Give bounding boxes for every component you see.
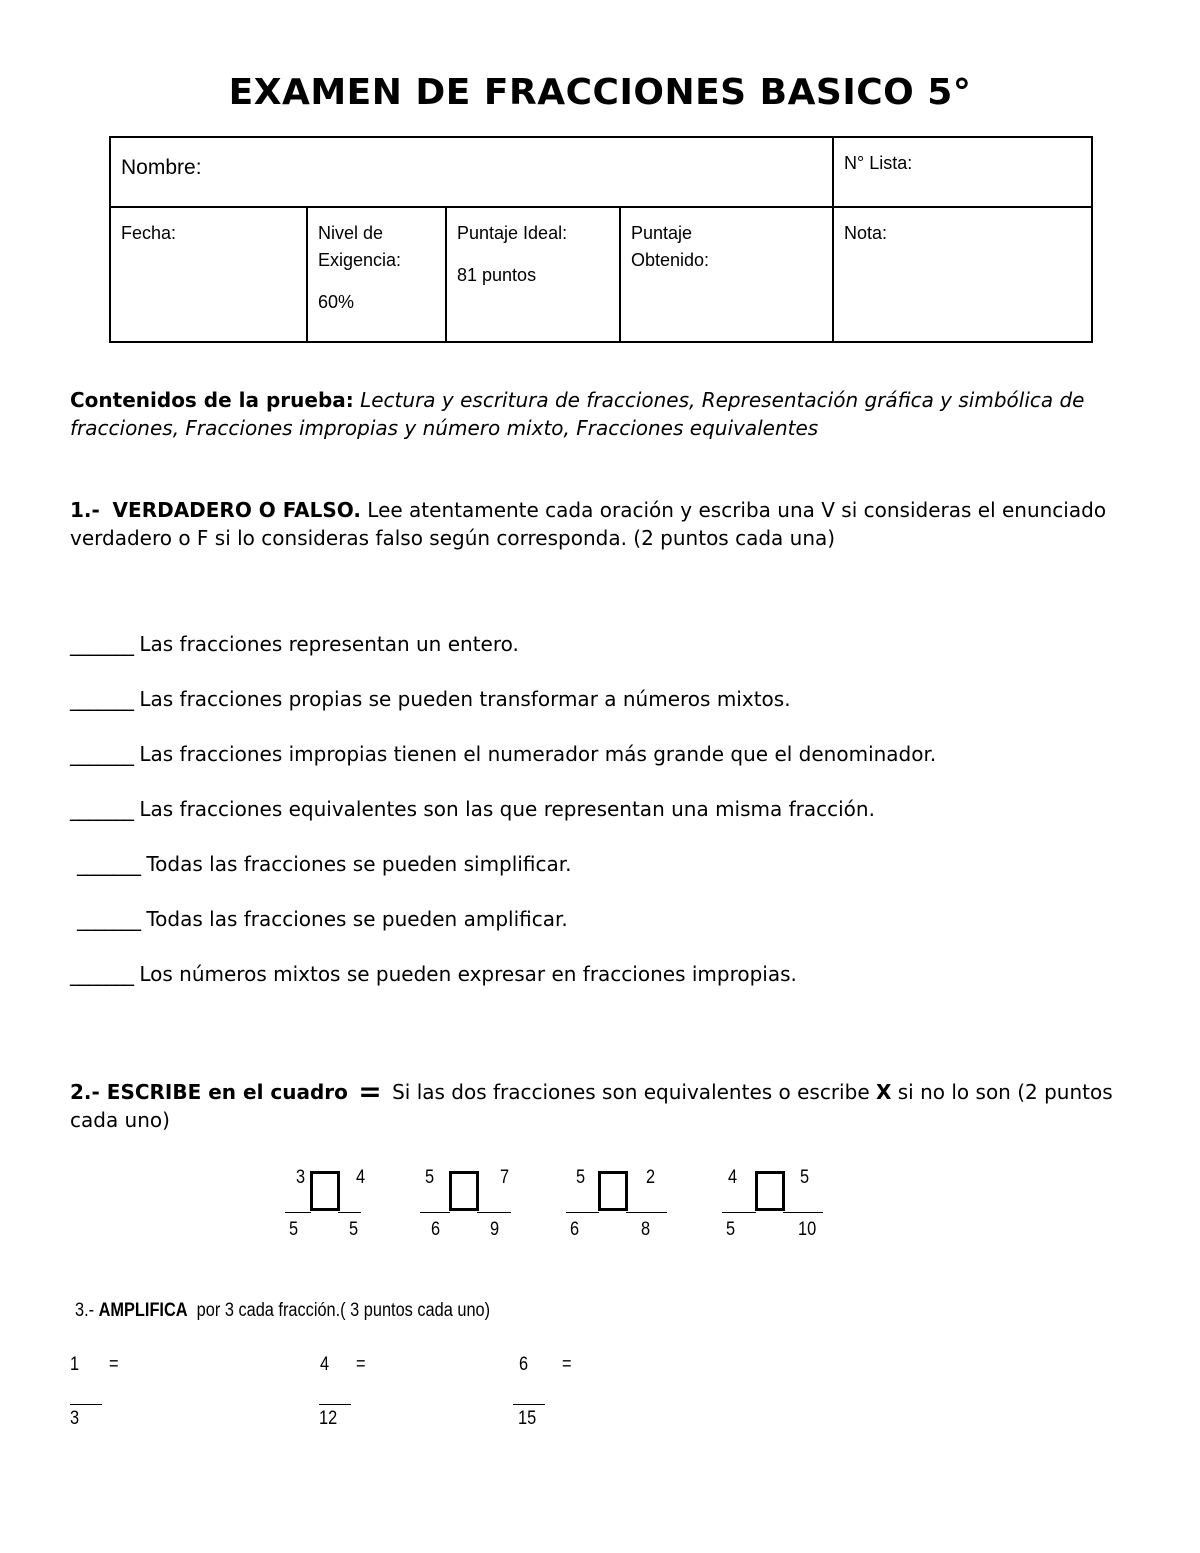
requirement-level-label-2: Exigencia: bbox=[318, 250, 402, 270]
numerator: 4 bbox=[320, 1354, 330, 1375]
section1-header bbox=[70, 496, 1150, 552]
left-denominator: 5 bbox=[726, 1219, 736, 1240]
fraction-bar bbox=[513, 1404, 545, 1405]
right-denominator: 9 bbox=[490, 1219, 500, 1240]
right-numerator: 7 bbox=[500, 1167, 510, 1188]
numerator: 6 bbox=[519, 1354, 529, 1375]
left-numerator: 4 bbox=[728, 1167, 738, 1188]
left-denominator: 5 bbox=[289, 1219, 299, 1240]
right-fraction-bar bbox=[626, 1212, 667, 1213]
answer-box[interactable] bbox=[310, 1171, 340, 1211]
statement-text: Las fracciones propias se pueden transformar a números mixtos. bbox=[139, 687, 791, 711]
ideal-score-value: 81 puntos bbox=[457, 265, 537, 285]
right-denominator: 10 bbox=[798, 1219, 817, 1240]
student-info-table bbox=[109, 136, 1093, 343]
section3-header bbox=[75, 1300, 490, 1322]
answer-blank[interactable]: _______ bbox=[77, 852, 140, 876]
statement-text: Las fracciones impropias tienen el numerador más grande que el denominador. bbox=[139, 742, 937, 766]
fraction-comparison bbox=[420, 1165, 515, 1245]
numerator: 1 bbox=[70, 1354, 80, 1375]
answer-box[interactable] bbox=[755, 1171, 785, 1211]
answer-blank[interactable]: _______ bbox=[70, 632, 133, 656]
fraction-comparison bbox=[722, 1165, 827, 1245]
statement-text: Las fracciones representan un entero. bbox=[139, 632, 519, 656]
denominator: 3 bbox=[70, 1408, 80, 1429]
obtained-score-label-1: Puntaje bbox=[631, 223, 693, 243]
true-false-item bbox=[70, 687, 791, 711]
true-false-item bbox=[77, 907, 568, 931]
grade-field[interactable] bbox=[833, 207, 1092, 342]
left-numerator: 5 bbox=[576, 1167, 586, 1188]
obtained-score-label-2: Obtenido: bbox=[631, 250, 710, 270]
requirement-level-value: 60% bbox=[318, 292, 355, 312]
section1-instructions: Lee atentamente cada oración y escriba una V si consideras el enunciado verdadero o F si lo consideras falso según corresponda. (2 puntos cada una) bbox=[70, 498, 1107, 550]
fraction-bar bbox=[319, 1404, 351, 1405]
answer-box[interactable] bbox=[598, 1171, 628, 1211]
date-label: Fecha: bbox=[121, 223, 177, 243]
right-numerator: 5 bbox=[800, 1167, 810, 1188]
true-false-item bbox=[70, 797, 875, 821]
section1-number: 1.- bbox=[70, 498, 100, 522]
x-symbol: X bbox=[875, 1080, 892, 1104]
statement-text: Las fracciones equivalentes son las que representan una misma fracción. bbox=[139, 797, 875, 821]
left-numerator: 3 bbox=[296, 1167, 306, 1188]
true-false-item bbox=[70, 742, 936, 766]
true-false-item bbox=[70, 632, 519, 656]
true-false-item bbox=[70, 962, 797, 986]
section2-header bbox=[70, 1075, 1150, 1134]
left-denominator: 6 bbox=[431, 1219, 441, 1240]
answer-box[interactable] bbox=[449, 1171, 479, 1211]
right-numerator: 4 bbox=[356, 1167, 366, 1188]
equals-sign: = bbox=[562, 1354, 572, 1375]
denominator: 12 bbox=[319, 1408, 338, 1429]
requirement-level-cell bbox=[307, 207, 446, 342]
section2-text-1: Si las dos fracciones son equivalentes o escribe bbox=[392, 1080, 870, 1104]
right-fraction-bar bbox=[338, 1212, 361, 1213]
equals-sign: = bbox=[356, 1354, 366, 1375]
fraction-comparison bbox=[285, 1165, 365, 1245]
section2-text-2: si no lo son (2 puntos cada uno) bbox=[70, 1080, 1113, 1132]
statement-text: Todas las fracciones se pueden amplificar. bbox=[146, 907, 568, 931]
answer-blank[interactable]: _______ bbox=[70, 687, 133, 711]
section1-heading: VERDADERO O FALSO. bbox=[112, 498, 361, 522]
list-number-field[interactable] bbox=[833, 137, 1092, 207]
amplify-fraction bbox=[70, 1352, 190, 1432]
left-fraction-bar bbox=[285, 1212, 311, 1213]
requirement-level-label-1: Nivel de bbox=[318, 223, 384, 243]
left-denominator: 6 bbox=[570, 1219, 580, 1240]
list-number-label: N° Lista: bbox=[844, 153, 913, 173]
answer-blank[interactable]: _______ bbox=[70, 962, 133, 986]
denominator: 15 bbox=[518, 1408, 537, 1429]
name-field[interactable] bbox=[110, 137, 833, 207]
right-fraction-bar bbox=[477, 1212, 511, 1213]
right-numerator: 2 bbox=[646, 1167, 656, 1188]
answer-blank[interactable]: _______ bbox=[70, 742, 133, 766]
ideal-score-label: Puntaje Ideal: bbox=[457, 223, 568, 243]
answer-blank[interactable]: _______ bbox=[77, 907, 140, 931]
section3-number: 3.- bbox=[75, 1300, 95, 1321]
amplify-fraction bbox=[513, 1352, 633, 1432]
equals-sign: = bbox=[109, 1354, 119, 1375]
fraction-comparison bbox=[566, 1165, 671, 1245]
statement-text: Todas las fracciones se pueden simplificar. bbox=[146, 852, 572, 876]
obtained-score-field[interactable] bbox=[620, 207, 833, 342]
equals-symbol: = bbox=[358, 1075, 382, 1108]
contents-label: Contenidos de la prueba: bbox=[70, 388, 354, 412]
grade-label: Nota: bbox=[844, 223, 888, 243]
amplify-fraction bbox=[319, 1352, 439, 1432]
true-false-item bbox=[77, 852, 571, 876]
right-denominator: 8 bbox=[641, 1219, 651, 1240]
left-numerator: 5 bbox=[425, 1167, 435, 1188]
left-fraction-bar bbox=[566, 1212, 599, 1213]
answer-blank[interactable]: _______ bbox=[70, 797, 133, 821]
page-title: EXAMEN DE FRACCIONES BASICO 5° bbox=[228, 72, 972, 113]
test-contents bbox=[70, 386, 1150, 442]
date-field[interactable] bbox=[110, 207, 307, 342]
ideal-score-cell bbox=[446, 207, 620, 342]
section3-heading: AMPLIFICA bbox=[98, 1300, 188, 1321]
section3-text: por 3 cada fracción.( 3 puntos cada uno) bbox=[196, 1300, 491, 1321]
section2-heading: 2.- ESCRIBE en el cuadro bbox=[70, 1080, 348, 1104]
left-fraction-bar bbox=[420, 1212, 450, 1213]
fraction-bar bbox=[70, 1404, 102, 1405]
name-label: Nombre: bbox=[121, 156, 202, 179]
statement-text: Los números mixtos se pueden expresar en fracciones impropias. bbox=[139, 962, 797, 986]
right-fraction-bar bbox=[783, 1212, 823, 1213]
left-fraction-bar bbox=[722, 1212, 756, 1213]
contents-text: Lectura y escritura de fracciones, Representación gráfica y simbólica de fracciones, Fracciones impropias y número mixto, Fracciones equivalentes bbox=[70, 388, 1085, 440]
right-denominator: 5 bbox=[349, 1219, 359, 1240]
